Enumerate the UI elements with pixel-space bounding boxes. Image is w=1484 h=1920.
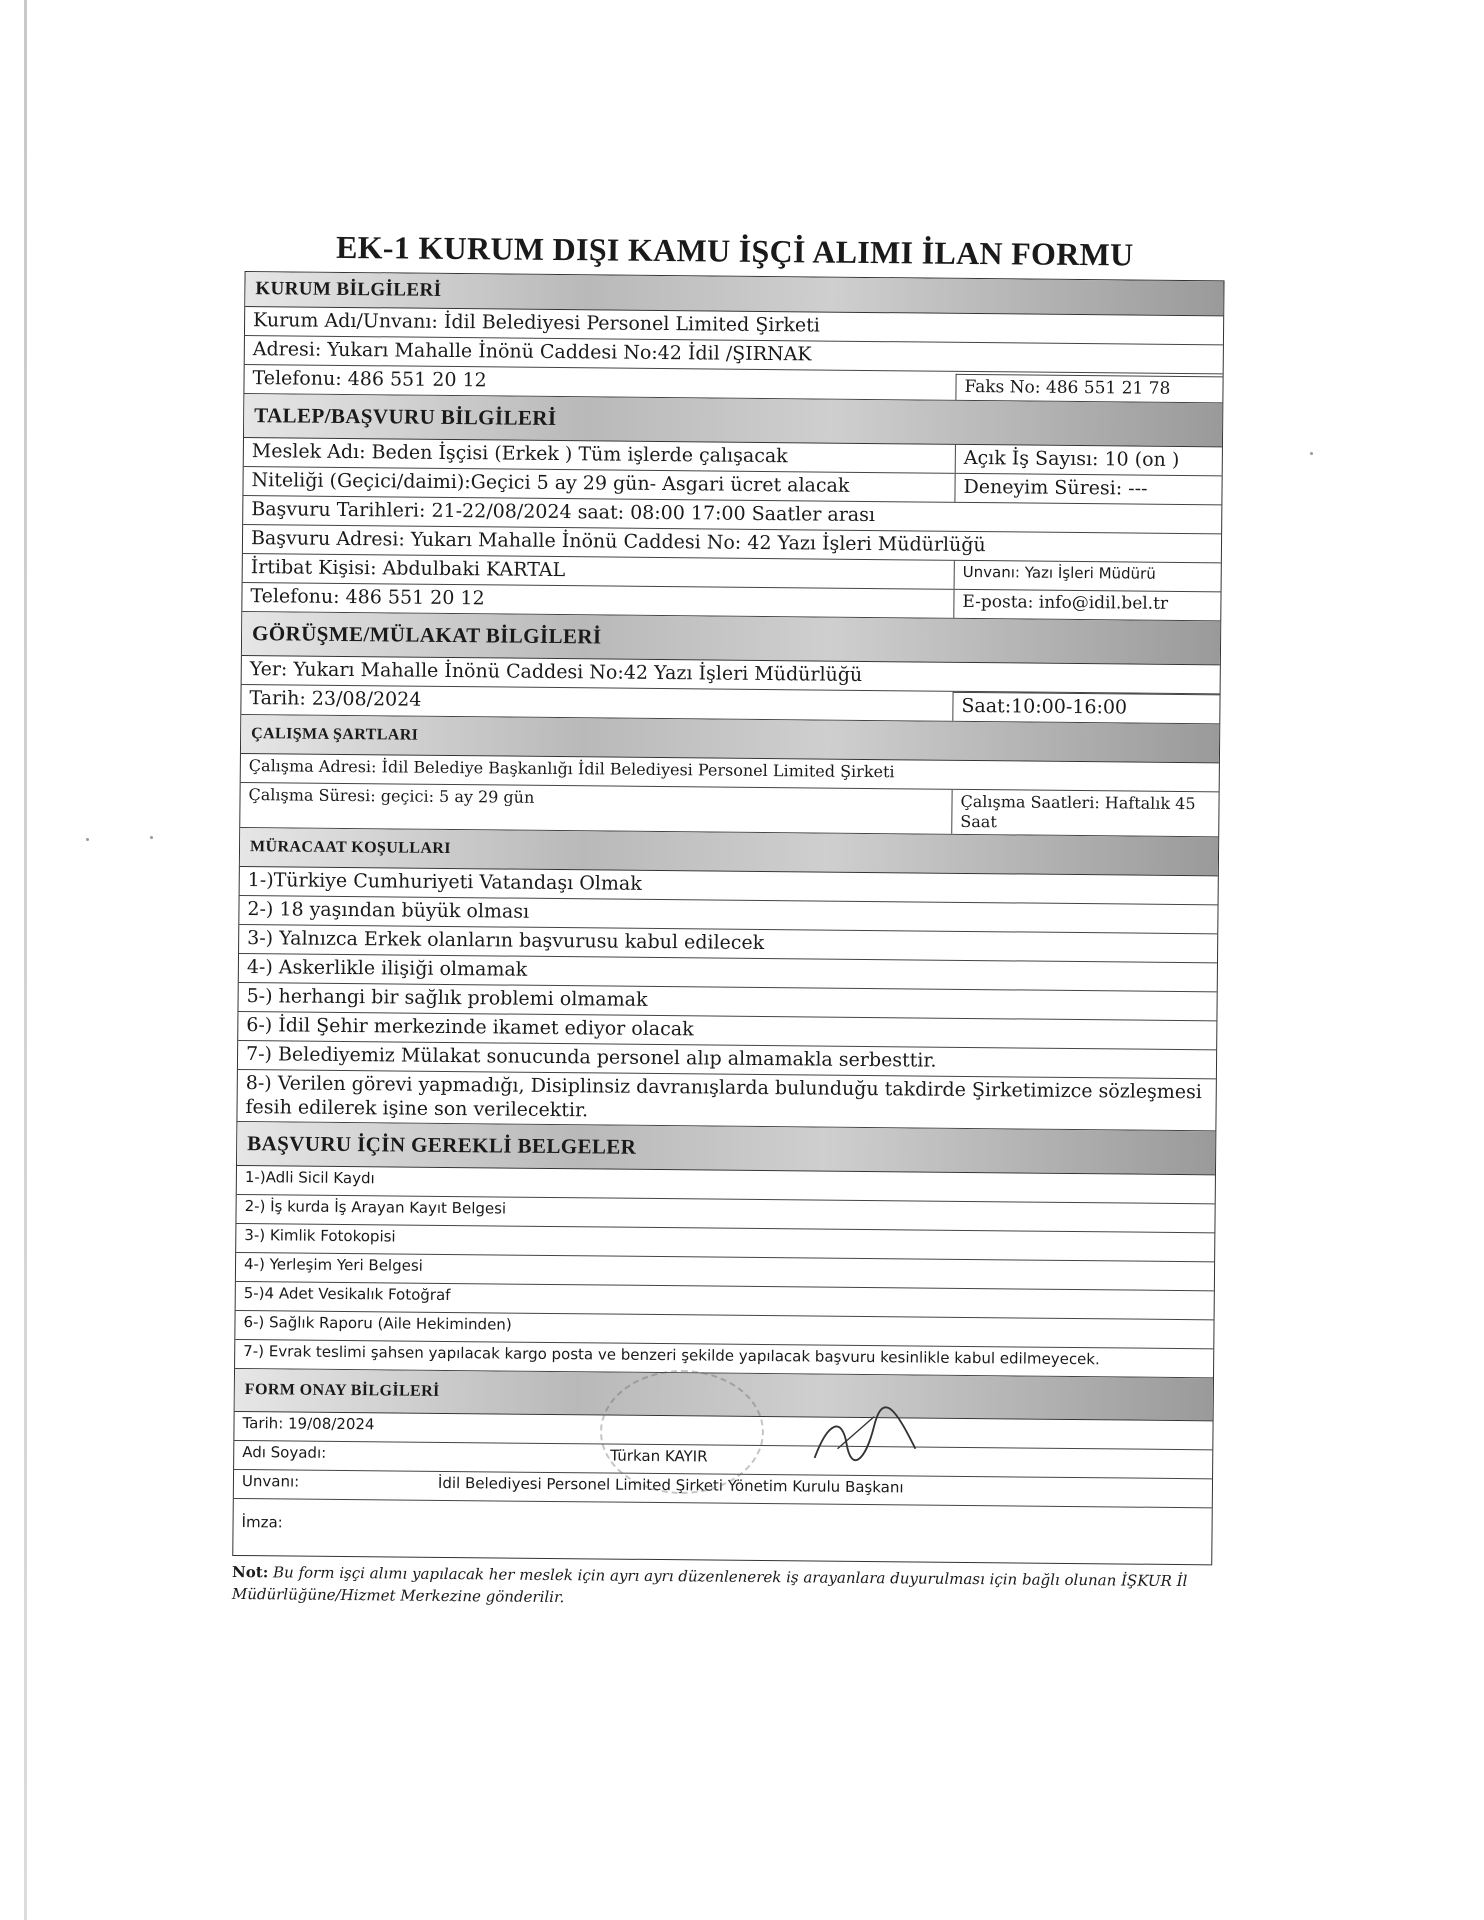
- onay-unvan-value: İdil Belediyesi Personel Limited Şirketi Yönetim Kurulu Başkanı: [437, 1474, 904, 1497]
- note-text: Bu form işçi alımı yapılacak her meslek için ayrı ayrı düzenlenerek iş arayanlara duyurulması için bağlı olunan İŞKUR İl Müdürlüğüne/Hizmet Merkezine gönderilir.: [231, 1563, 1188, 1607]
- muracaat-item-text: 3-) Yalnızca Erkek olanların başvurusu kabul edilecek: [247, 926, 765, 954]
- section-mulakat-header: GÖRÜŞME/MÜLAKAT BİLGİLERİ: [242, 612, 1220, 665]
- belge-item-text: 4-) Yerleşim Yeri Belgesi: [243, 1255, 423, 1276]
- calisma-adres: Çalışma Adresi: İdil Belediye Başkanlığı İdil Belediyesi Personel Limited Şirketi: [248, 755, 895, 782]
- official-stamp-icon: [600, 1370, 764, 1494]
- talep-meslek: Meslek Adı: Beden İşçisi (Erkek ) Tüm işlerde çalışacak: [251, 440, 788, 468]
- section-belgeler-header: BAŞVURU İÇİN GEREKLİ BELGELER: [237, 1122, 1215, 1175]
- belge-item-text: 7-) Evrak teslimi şahsen yapılacak kargo posta ve benzeri şekilde yapılacak başvuru kesinlikle kabul edilmeyecek.: [243, 1342, 1100, 1369]
- onay-row: [233, 1499, 1211, 1564]
- section-kurum-header: KURUM BİLGİLERİ: [245, 272, 1223, 316]
- onay-unvan-label: Unvanı:: [241, 1472, 300, 1491]
- signature-icon: [810, 1400, 920, 1470]
- belge-item-text: 6-) Sağlık Raporu (Aile Hekiminden): [243, 1313, 512, 1334]
- muracaat-item-text: 2-) 18 yaşından büyük olması: [247, 897, 530, 923]
- talep-adres: Başvuru Adresi: Yukarı Mahalle İnönü Caddesi No: 42 Yazı İşleri Müdürlüğü: [250, 527, 986, 557]
- calisma-sure: Çalışma Süresi: geçici: 5 ay 29 gün: [248, 784, 535, 807]
- onay-adi-label: Adı Soyadı:: [242, 1443, 327, 1463]
- talep-niteligi: Niteliği (Geçici/daimi):Geçici 5 ay 29 gün- Asgari ücret alacak: [251, 469, 850, 497]
- scan-speck: [86, 838, 89, 841]
- kurum-adres: Adresi: Yukarı Mahalle İnönü Caddesi No:42 İdil /ŞIRNAK: [252, 338, 812, 366]
- talep-eposta: E-posta: info@idil.bel.tr: [953, 590, 1220, 621]
- talep-telefon: Telefonu: 486 551 20 12: [250, 585, 485, 610]
- muracaat-item-text: 8-) Verilen görevi yapmadığı, Disiplinsiz davranışlarda bulunduğu takdirde Şirketimizce sözleşmesi fesih edilerek işine son verilecektir.: [245, 1071, 1203, 1121]
- onay-tarih: Tarih: 19/08/2024: [242, 1414, 375, 1434]
- talep-acik-is: Açık İş Sayısı: 10 (on ): [955, 445, 1222, 476]
- note-label: Not:: [232, 1563, 269, 1582]
- form-table: [232, 271, 1224, 1566]
- muracaat-item-text: 6-) İdil Şehir merkezinde ikamet ediyor olacak: [246, 1013, 694, 1041]
- talep-irtibat: İrtibat Kişisi: Abdulbaki KARTAL: [250, 556, 566, 582]
- belge-item-text: 1-)Adli Sicil Kaydı: [244, 1168, 375, 1188]
- mulakat-yer: Yer: Yukarı Mahalle İnönü Caddesi No:42 Yazı İşleri Müdürlüğü: [249, 658, 863, 686]
- belge-item-text: 3-) Kimlik Fotokopisi: [244, 1226, 396, 1246]
- footer-note: [232, 1562, 1212, 1615]
- section-calisma-header: ÇALIŞMA ŞARTLARI: [241, 715, 1219, 763]
- onay-imza-label: İmza:: [241, 1513, 283, 1532]
- belge-item-text: 2-) İş kurda İş Arayan Kayıt Belgesi: [244, 1197, 507, 1218]
- muracaat-item-text: 7-) Belediyemiz Mülakat sonucunda personel alıp almamakla serbesttir.: [245, 1042, 937, 1072]
- talep-tarihler: Başvuru Tarihleri: 21-22/08/2024 saat: 08:00 17:00 Saatler arası: [251, 498, 876, 527]
- kurum-faks: Faks No: 486 551 21 78: [955, 374, 1222, 403]
- muracaat-item-text: 4-) Askerlikle ilişiği olmamak: [246, 955, 528, 981]
- section-muracaat-header: MÜRACAAT KOŞULLARI: [240, 828, 1218, 876]
- mulakat-tarih: Tarih: 23/08/2024: [249, 687, 422, 711]
- muracaat-item-text: 5-) herhangi bir sağlık problemi olmamak: [246, 984, 648, 1011]
- muracaat-item: [237, 1070, 1215, 1132]
- talep-deneyim: Deneyim Süresi: ---: [954, 474, 1221, 505]
- onay-adi-value: Türkan KAYIR: [610, 1446, 708, 1466]
- belge-item-text: 5-)4 Adet Vesikalık Fotoğraf: [243, 1284, 451, 1305]
- scan-speck: [1310, 452, 1313, 455]
- kurum-unvan: Kurum Adı/Unvanı: İdil Belediyesi Personel Limited Şirketi: [253, 309, 821, 337]
- calisma-saatler: Çalışma Saatleri: Haftalık 45 Saat: [951, 790, 1218, 837]
- section-onay-header: FORM ONAY BİLGİLERİ: [235, 1369, 1213, 1421]
- kurum-telefon: Telefonu: 486 551 20 12: [252, 367, 487, 392]
- form-title: EK-1 KURUM DIŞI KAMU İŞÇİ ALIMI İLAN FORMU: [335, 228, 1134, 273]
- section-talep-header: TALEP/BAŞVURU BİLGİLERİ: [244, 394, 1222, 447]
- scan-edge-line: [24, 0, 27, 1920]
- scan-speck: [150, 836, 153, 839]
- talep-unvani: Unvanı: Yazı İşleri Müdürü: [954, 561, 1221, 592]
- mulakat-saat: Saat:10:00-16:00: [952, 692, 1219, 723]
- muracaat-item-text: 1-)Türkiye Cumhuriyeti Vatandaşı Olmak: [247, 868, 642, 895]
